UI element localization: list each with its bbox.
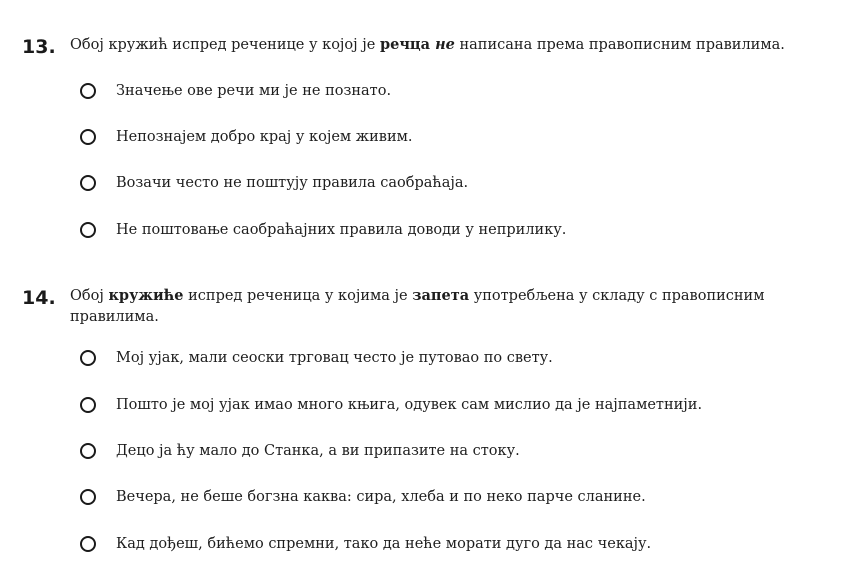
prompt-text: употребљена у складу с правописним правилима. <box>70 288 765 325</box>
question-number: 14. <box>22 287 56 309</box>
radio-circle[interactable] <box>80 489 96 505</box>
option-label: Не поштовање саобраћајних правила доводи у неприлику. <box>116 222 567 238</box>
prompt-bold: кружиће <box>108 287 184 304</box>
option-label: Непознајем добро крај у којем живим. <box>116 129 413 145</box>
prompt-bold: речца <box>379 36 436 53</box>
prompt-text: Обој кружић испред реченице у којој је <box>70 37 380 53</box>
radio-circle[interactable] <box>80 443 96 459</box>
question-prompt <box>70 34 800 56</box>
radio-circle[interactable] <box>80 536 96 552</box>
prompt-text: написана према правописним правилима. <box>454 37 785 53</box>
option-label: Кад дођеш, бићемо спремни, тако да неће морати дуго да нас чекају. <box>116 536 652 552</box>
option-label: Возачи често не поштују правила саобраћаја. <box>116 175 469 191</box>
question-number: 13. <box>22 36 56 58</box>
question-prompt <box>70 285 800 328</box>
prompt-bold: запета <box>412 287 470 304</box>
option-label: Мој ујак, мали сеоски трговац често је путовао по свету. <box>116 350 553 366</box>
option-label: Вечера, не беше богзна каква: сира, хлеба и по неко парче сланине. <box>116 489 646 505</box>
radio-circle[interactable] <box>80 222 96 238</box>
prompt-bold-italic: не <box>435 36 455 53</box>
prompt-text: Обој <box>70 288 109 304</box>
radio-circle[interactable] <box>80 350 96 366</box>
prompt-text: испред реченица у којима је <box>183 288 413 304</box>
radio-circle[interactable] <box>80 397 96 413</box>
radio-circle[interactable] <box>80 175 96 191</box>
radio-circle[interactable] <box>80 129 96 145</box>
option-label: Пошто је мој ујак имао много књига, одувек сам мислио да је најпаметнији. <box>116 397 703 413</box>
option-label: Децо ја ћу мало до Станка, а ви припазите на стоку. <box>116 443 520 459</box>
radio-circle[interactable] <box>80 83 96 99</box>
option-label: Значење ове речи ми је не познато. <box>116 83 392 99</box>
